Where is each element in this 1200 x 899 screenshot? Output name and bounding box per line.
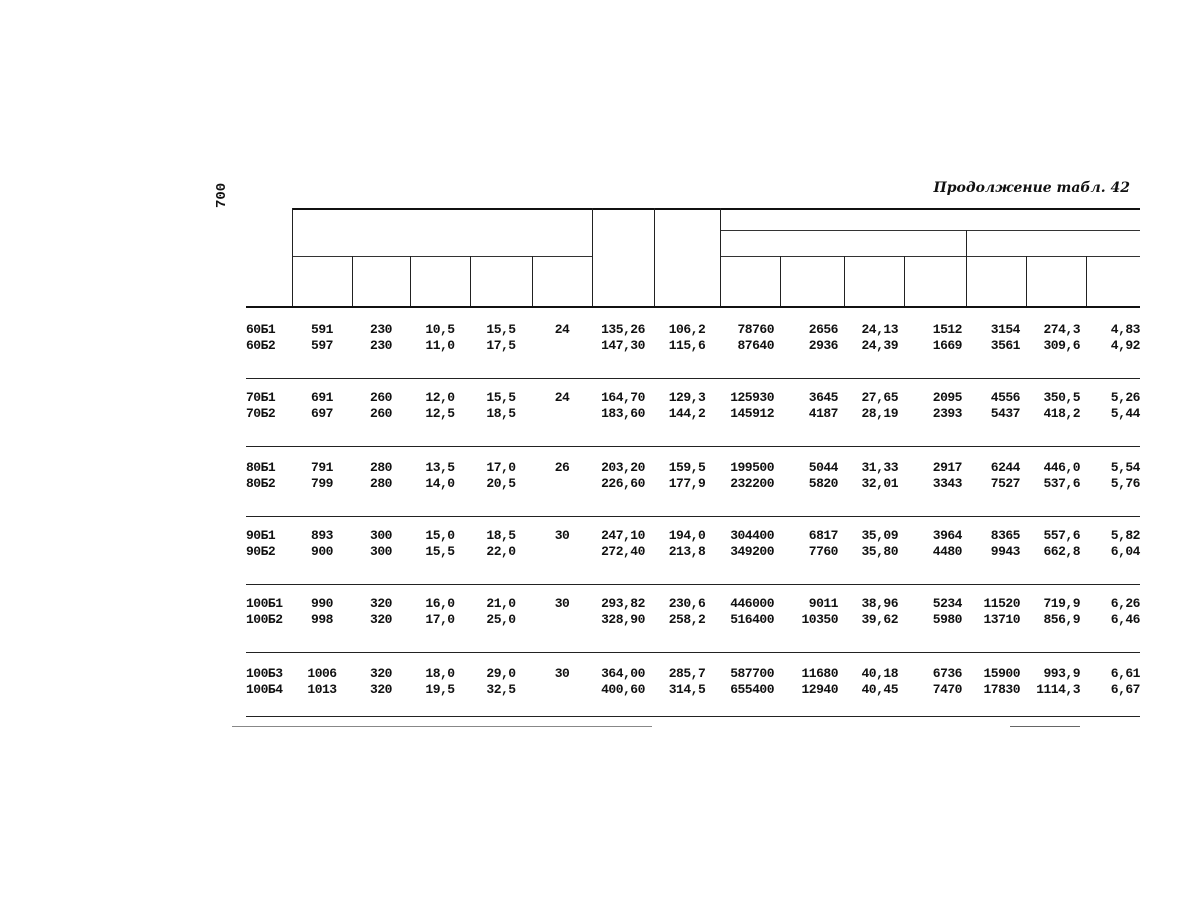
cell-h: 691 697 [311, 390, 333, 421]
cell-iy: 5,26 5,44 [1110, 390, 1140, 421]
scan-artifact [1010, 726, 1080, 727]
header-divider [470, 256, 471, 306]
cell-wy: 446,0 537,6 [1043, 460, 1080, 491]
header-divider [720, 208, 721, 306]
cell-r: 24 [554, 322, 570, 337]
rule-ref-header [720, 230, 1140, 231]
cell-t: 21,0 25,0 [486, 596, 516, 627]
cell-area: 364,00 400,60 [601, 666, 645, 697]
cell-area: 135,26 147,30 [601, 322, 645, 353]
cell-b: 260 260 [370, 390, 392, 421]
cell-profile: 90Б1 90Б2 [246, 528, 276, 559]
cell-wx: 3645 4187 [808, 390, 838, 421]
cell-b: 320 320 [370, 596, 392, 627]
cell-profile: 100Б3 100Б4 [246, 666, 283, 697]
cell-sx: 2917 3343 [932, 460, 962, 491]
rule-top [292, 208, 1140, 210]
cell-ix: 40,18 40,45 [861, 666, 898, 697]
cell-s: 10,5 11,0 [425, 322, 455, 353]
cell-ix: 27,65 28,19 [861, 390, 898, 421]
cell-h: 591 597 [311, 322, 333, 353]
cell-wx: 2656 2936 [808, 322, 838, 353]
cell-wy: 557,6 662,8 [1043, 528, 1080, 559]
header-divider [352, 256, 353, 306]
cell-s: 16,0 17,0 [425, 596, 455, 627]
cell-t: 29,0 32,5 [486, 666, 516, 697]
cell-r: 30 [554, 596, 570, 611]
cell-h: 893 900 [311, 528, 333, 559]
cell-jy: 3154 3561 [990, 322, 1020, 353]
cell-iy: 5,82 6,04 [1110, 528, 1140, 559]
row-separator [246, 378, 1140, 379]
header-divider [780, 256, 781, 306]
cell-r: 30 [554, 528, 570, 543]
cell-sx: 3964 4480 [932, 528, 962, 559]
row-separator [246, 584, 1140, 585]
cell-mass: 230,6 258,2 [668, 596, 706, 627]
cell-wx: 5044 5820 [808, 460, 838, 491]
cell-wx: 6817 7760 [808, 528, 838, 559]
cell-jx: 446000 516400 [730, 596, 774, 627]
cell-area: 164,70 183,60 [601, 390, 645, 421]
cell-area: 293,82 328,90 [601, 596, 645, 627]
cell-wy: 350,5 418,2 [1043, 390, 1080, 421]
cell-s: 13,5 14,0 [425, 460, 455, 491]
cell-jx: 199500 232200 [730, 460, 774, 491]
cell-s: 12,0 12,5 [425, 390, 455, 421]
cell-wy: 274,3 309,6 [1043, 322, 1080, 353]
cell-iy: 4,83 4,92 [1110, 322, 1140, 353]
cell-ix: 35,09 35,80 [861, 528, 898, 559]
row-separator [246, 716, 1140, 717]
cell-profile: 80Б1 80Б2 [246, 460, 276, 491]
cell-jx: 587700 655400 [730, 666, 774, 697]
header-divider [654, 208, 655, 306]
cell-mass: 194,0 213,8 [668, 528, 706, 559]
cell-jy: 11520 13710 [983, 596, 1020, 627]
cell-jx: 304400 349200 [730, 528, 774, 559]
rule-header-bottom [246, 306, 1140, 308]
cell-wx: 9011 10350 [801, 596, 838, 627]
cell-wy: 993,9 1114,3 [1036, 666, 1080, 697]
cell-r: 26 [554, 460, 570, 475]
scan-artifact [232, 726, 652, 727]
row-separator [246, 652, 1140, 653]
cell-s: 18,0 19,5 [425, 666, 455, 697]
page-number: 700 [214, 182, 230, 208]
row-separator [246, 446, 1140, 447]
cell-t: 17,0 20,5 [486, 460, 516, 491]
cell-wx: 11680 12940 [801, 666, 838, 697]
cell-t: 18,5 22,0 [486, 528, 516, 559]
cell-area: 203,20 226,60 [601, 460, 645, 491]
header-divider [1026, 256, 1027, 306]
header-divider [292, 208, 293, 306]
header-divider [410, 256, 411, 306]
cell-jx: 78760 87640 [737, 322, 774, 353]
cell-jy: 6244 7527 [990, 460, 1020, 491]
header-divider [592, 208, 593, 306]
cell-r: 24 [554, 390, 570, 405]
cell-h: 791 799 [311, 460, 333, 491]
cell-sx: 5234 5980 [932, 596, 962, 627]
cell-jx: 125930 145912 [730, 390, 774, 421]
cell-profile: 60Б1 60Б2 [246, 322, 276, 353]
cell-h: 1006 1013 [307, 666, 337, 697]
cell-ix: 24,13 24,39 [861, 322, 898, 353]
cell-h: 990 998 [311, 596, 333, 627]
cell-wy: 719,9 856,9 [1043, 596, 1080, 627]
cell-b: 320 320 [370, 666, 392, 697]
cell-profile: 100Б1 100Б2 [246, 596, 283, 627]
cell-iy: 5,54 5,76 [1110, 460, 1140, 491]
header-divider [904, 256, 905, 306]
cell-area: 247,10 272,40 [601, 528, 645, 559]
header-divider [532, 256, 533, 306]
cell-b: 230 230 [370, 322, 392, 353]
header-divider [844, 256, 845, 306]
cell-mass: 159,5 177,9 [668, 460, 706, 491]
rule-dims-header [292, 256, 592, 257]
cell-jy: 15900 17830 [983, 666, 1020, 697]
cell-mass: 106,2 115,6 [668, 322, 706, 353]
row-separator [246, 516, 1140, 517]
cell-profile: 70Б1 70Б2 [246, 390, 276, 421]
cell-jy: 8365 9943 [990, 528, 1020, 559]
header-divider [1086, 256, 1087, 306]
cell-ix: 31,33 32,01 [861, 460, 898, 491]
cell-t: 15,5 18,5 [486, 390, 516, 421]
cell-sx: 1512 1669 [932, 322, 962, 353]
table-caption: Продолжение табл. 42 [933, 180, 1130, 196]
cell-iy: 6,61 6,67 [1110, 666, 1140, 697]
cell-sx: 6736 7470 [932, 666, 962, 697]
cell-jy: 4556 5437 [990, 390, 1020, 421]
cell-r: 30 [554, 666, 570, 681]
cell-b: 300 300 [370, 528, 392, 559]
cell-b: 280 280 [370, 460, 392, 491]
header-divider [966, 230, 967, 306]
cell-s: 15,0 15,5 [425, 528, 455, 559]
cell-mass: 129,3 144,2 [668, 390, 706, 421]
cell-t: 15,5 17,5 [486, 322, 516, 353]
rule-axis-header [720, 256, 1140, 257]
cell-ix: 38,96 39,62 [861, 596, 898, 627]
cell-iy: 6,26 6,46 [1110, 596, 1140, 627]
cell-sx: 2095 2393 [932, 390, 962, 421]
cell-mass: 285,7 314,5 [668, 666, 706, 697]
